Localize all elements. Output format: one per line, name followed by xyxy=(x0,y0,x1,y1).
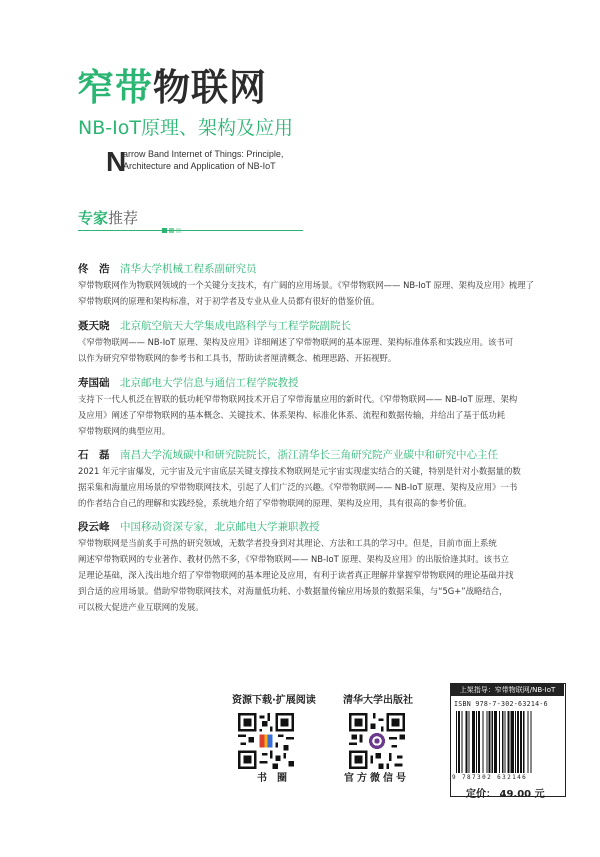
book-title xyxy=(77,66,267,110)
section-heading-green: 专家 xyxy=(78,209,109,227)
qr-code-left-icon xyxy=(238,713,294,769)
review-text: 窄带物联网作为物联网领域的一个关键分支技术，有广阔的应用场景。《窄带物联网—— NB-IoT 原理、架构及应用》梳理了 窄带物联网的原理和架构标准，对于初学者及专业从业人员都有很好的借鉴价值。 xyxy=(78,280,534,306)
review-text: 窄带物联网是当前炙手可热的研究领域，无数学者投身到对其理论、方法和工具的学习中。但是，目前市面上系统 阐述窄带物联网的专业著作、教材仍然不多，《窄带物联网—— NB-IoT 原理、架构及应用》的出版恰逢其时。该书立 足理论基础，深入浅出地介绍了窄带物联网的基本理论及应用，有利于读者真正理解并掌握窄带物联网的理论基础并找 到合适的应用场景。借助窄带物联网技术，对海量低功耗、小数据量传输应用场景的数据采集，与“5G+”战略结合， 可以极大促进产业互联网的发展。 xyxy=(78,538,514,612)
decorative-dots xyxy=(162,218,183,237)
section-heading xyxy=(78,208,138,228)
shelving-guide: 上架指导：窄带物联网/NB-IoT xyxy=(451,684,564,696)
reviewer-name: 石 磊 xyxy=(78,449,110,461)
qr-right-label: 清华大学出版社 xyxy=(343,695,413,706)
reviewer-title: 北京航空航天大学集成电路科学与工程学院副院长 xyxy=(120,320,351,332)
review-text: 《窄带物联网—— NB-IoT 原理、架构及应用》详细阐述了窄带物联网的基本原理、架构标准体系和实践应用。该书可 以作为研究窄带物联网的参考书和工具书，帮助读者厘清概念、梳理思路、开拓视野。 xyxy=(78,337,514,363)
isbn-text: ISBN 978-7-302-63214-6 xyxy=(454,700,548,708)
review-text: 2021 年元宇宙爆发，元宇宙及元宇宙底层关键支撑技术物联网是元宇宙实现虚实结合的关键，特别是针对小数据量的数 据采集和海量应用场景的窄带物联网技术，引起了人们广泛的兴趣。《窄带物联网—— NB-IoT 原理、架构及应用》一书 的作者结合自己的理解和实践经验，系统地介绍了窄带物联网的原理、架构及应用，具有很高的参考价值。 xyxy=(78,466,521,508)
reviewer-title: 南昌大学流域碳中和研究院院长，浙江清华长三角研究院产业碳中和研究中心主任 xyxy=(120,449,498,461)
book-title-green: 窄带 xyxy=(77,66,153,109)
reviewer-name: 段云峰 xyxy=(78,521,110,533)
reviewer-name: 寿国础 xyxy=(78,377,110,389)
section-heading-gray: 推荐 xyxy=(108,209,139,227)
reviewer-title: 中国移动资深专家，北京邮电大学兼职教授 xyxy=(120,521,320,533)
qr-left-label: 资源下载·扩展阅读 xyxy=(232,695,316,706)
barcode-number: 9 787302 632146 xyxy=(452,774,528,781)
book-subtitle: NB-IoT原理、架构及应用 xyxy=(78,117,293,139)
english-title-initial: N xyxy=(106,146,127,177)
qr-left-caption: 书 圈 xyxy=(257,773,287,784)
reviewer-title: 北京邮电大学信息与通信工程学院教授 xyxy=(120,377,299,389)
barcode-icon xyxy=(456,711,559,773)
review-text: 支持下一代人机泛在智联的低功耗窄带物联网技术开启了窄带海量应用的新时代。《窄带物联网—— NB-IoT 原理、架构 及应用》阐述了窄带物联网的基本概念、关键技术、体系架构、标准化体系、流程和数据传输，并给出了基于低功耗 窄带物联网的典型应用。 xyxy=(78,394,518,436)
reviewer-name: 聂天晓 xyxy=(78,320,110,332)
section-underline xyxy=(78,230,303,231)
price: 定价： 49.00 元 xyxy=(466,789,545,800)
qr-right-caption: 官方微信号 xyxy=(344,773,409,784)
book-title-black: 物联网 xyxy=(153,66,267,109)
english-title-line2: Architecture and Application of NB-IoT xyxy=(123,161,276,171)
reviewer-name: 佟 浩 xyxy=(78,263,110,275)
reviewer-title: 清华大学机械工程系副研究员 xyxy=(120,263,257,275)
qr-code-right-icon xyxy=(349,713,405,769)
english-title-line1: arrow Band Internet of Things: Principle, xyxy=(123,149,284,159)
